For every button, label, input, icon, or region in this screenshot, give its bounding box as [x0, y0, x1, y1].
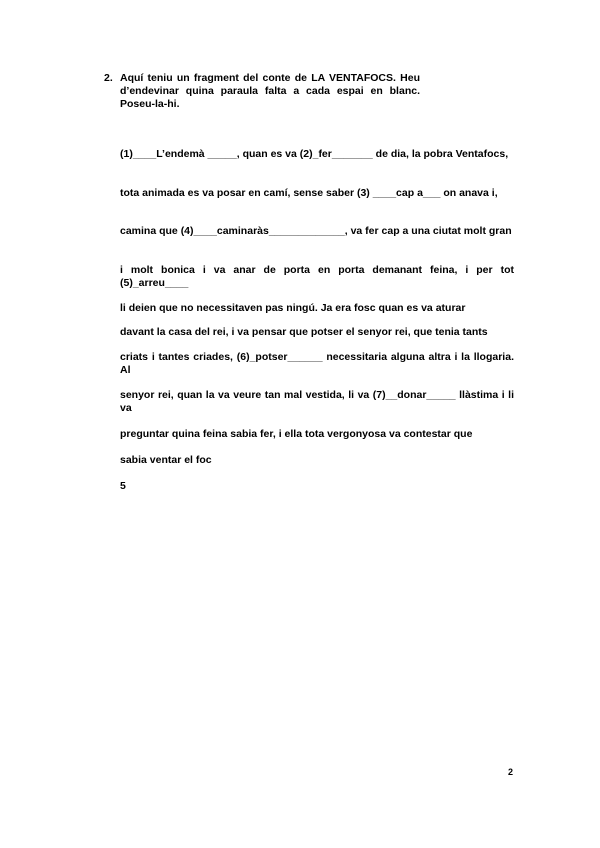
- text-paragraph-1: (1)____L’endemà _____, quan es va (2)_fer_______ de dia, la pobra Ventafocs,: [120, 148, 509, 160]
- text-paragraph-2: tota animada es va posar en camí, sense saber (3) ____cap a___ on anava i,: [120, 187, 498, 199]
- page-number: 2: [508, 767, 514, 777]
- text-paragraph-4: i molt bonica i va anar de porta en porta demanant feina, i per tot (5)_arreu____: [120, 264, 514, 289]
- text-paragraph-5: li deien que no necessitaven pas ningú. Ja era fosc quan es va aturar: [120, 302, 466, 314]
- text-paragraph-8: senyor rei, quan la va veure tan mal vestida, li va (7)__donar_____ llàstima i li va: [120, 389, 514, 414]
- text-paragraph-11: 5: [120, 480, 126, 492]
- text-paragraph-10: sabia ventar el foc: [120, 454, 212, 466]
- text-paragraph-9: preguntar quina feina sabia fer, i ella tota vergonyosa va contestar que: [120, 428, 473, 440]
- text-paragraph-7: criats i tantes criades, (6)_potser______ necessitaria alguna altra i la llogaria. Al: [120, 351, 514, 376]
- text-paragraph-6: davant la casa del rei, i va pensar que potser el senyor rei, que tenia tants: [120, 326, 488, 338]
- question-instructions: Aquí teniu un fragment del conte de LA VENTAFOCS. Heu d’endevinar quina paraula falta a cada espai en blanc. Poseu-la-hi.: [120, 72, 420, 110]
- question-number: 2.: [104, 72, 113, 84]
- text-paragraph-3: camina que (4)____caminaràs_____________, va fer cap a una ciutat molt gran: [120, 225, 512, 237]
